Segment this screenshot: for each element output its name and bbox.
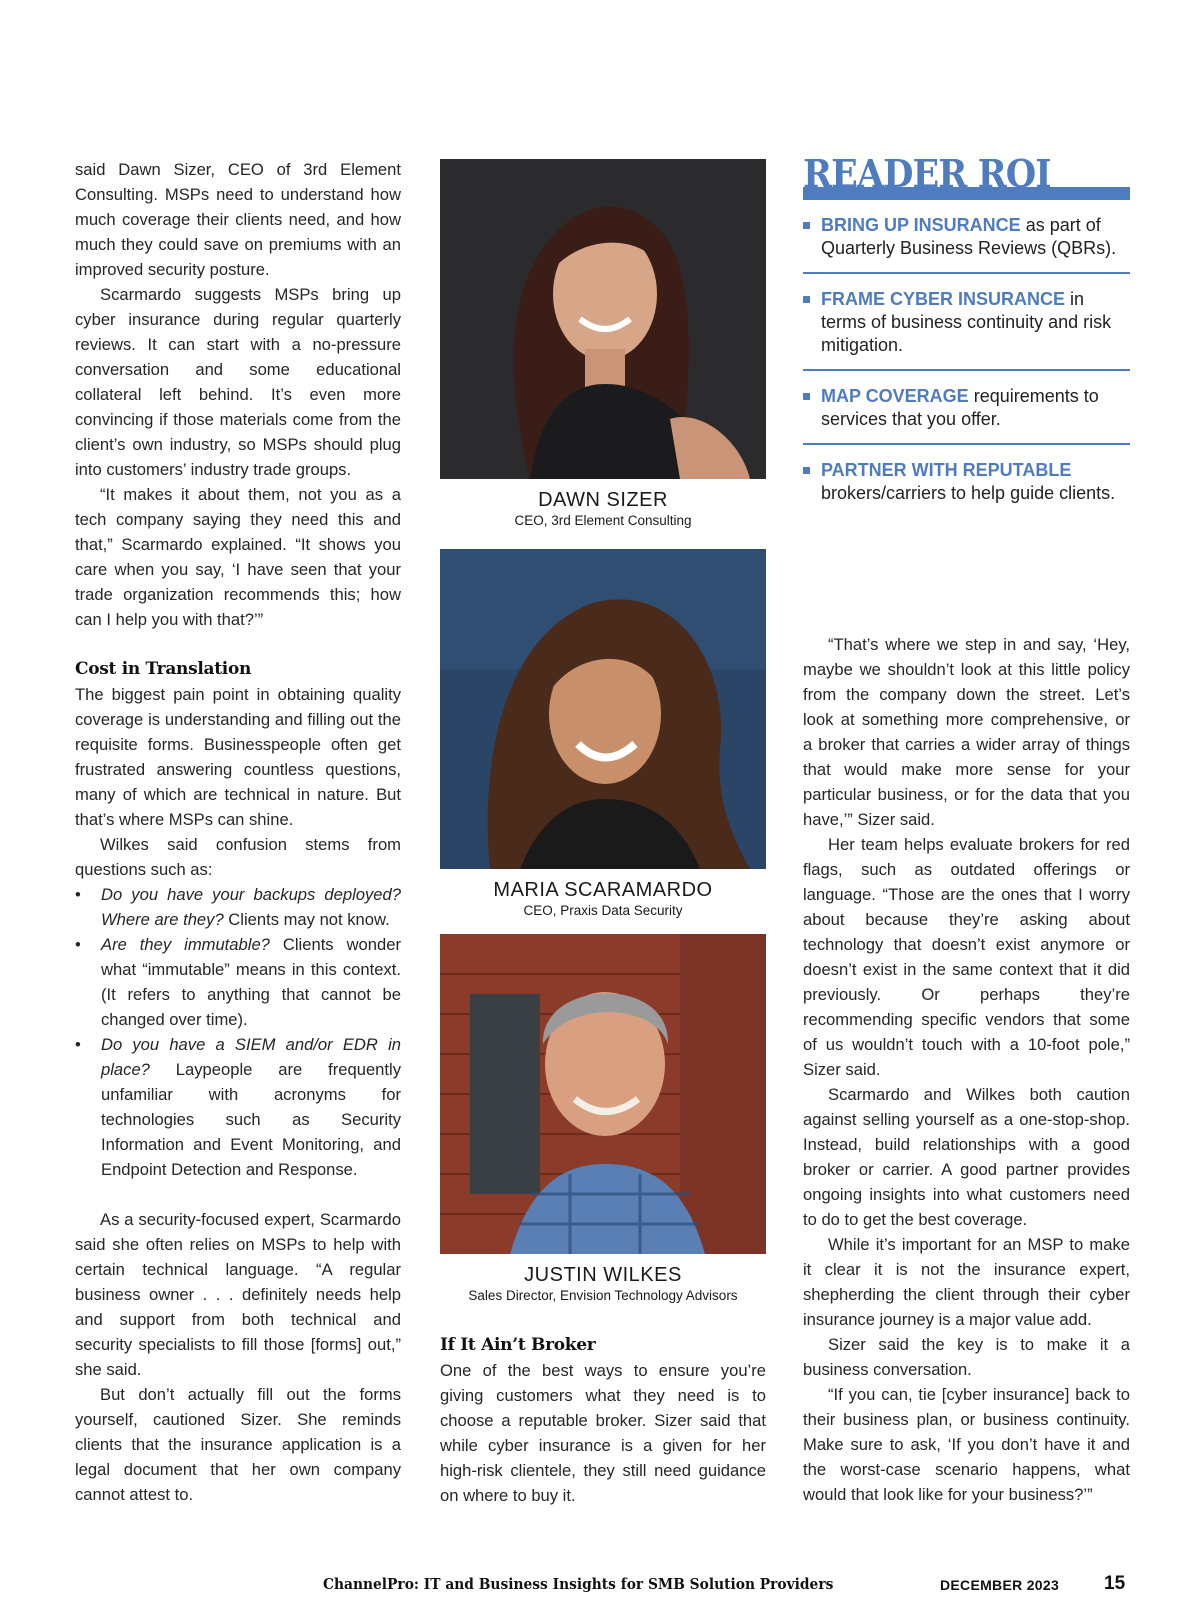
caption-title: CEO, Praxis Data Security [523,903,683,918]
body-paragraph: The biggest pain point in obtaining quality coverage is understanding and filling out the requisite forms. Businesspeople often get frustrated answering countless questions, many of which are technical in nature. But that’s where MSPs can shine. [75,685,401,829]
body-paragraph: “If you can, tie [cyber insurance] back to their business plan, or business continuity. Make sure to ask, ‘If you don’t have it and the worst-case scenario happens, what would that look like for your business?’” [803,1385,1130,1504]
caption-dawn-sizer [420,488,786,530]
caption-justin-wilkes [420,1263,786,1305]
page-number: 15 [1104,1573,1126,1594]
body-paragraph: Scarmardo suggests MSPs bring up cyber insurance during regular quarterly reviews. It can start with a no-pressure conversation and some educational collateral left behind. It’s even more convincing if those materials come from the client’s own industry, so MSPs should plug into customers’ industry trade groups. [75,285,401,479]
body-paragraph: One of the best ways to ensure you’re giving customers what they need is to choose a reputable broker. Sizer said that while cyber insurance is a given for her high-risk clientele, they still need guidance on where to buy it. [440,1361,766,1505]
roi-item-lead: BRING UP INSURANCE [821,215,1021,235]
roi-item-text: brokers/carriers to help guide clients. [821,483,1116,503]
issue-date: DECEMBER 2023 [940,1577,1060,1593]
caption-maria-scaramardo [420,878,786,920]
question-text: Are they immutable? [101,935,270,954]
body-paragraph: said Dawn Sizer, CEO of 3rd Element Consulting. MSPs need to understand how much coverage their clients need, and how much they could save on premiums with an improved security posture. [75,160,401,279]
body-paragraph: But don’t actually fill out the forms yourself, cautioned Sizer. She reminds clients that the insurance application is a legal document that her own company cannot attest to. [75,1385,401,1504]
photo-justin-wilkes [440,934,766,1254]
body-paragraph: Wilkes said confusion stems from questions such as: [75,835,401,879]
roi-item [803,214,1130,274]
body-paragraph: Sizer said the key is to make it a business conversation. [803,1335,1130,1379]
roi-item [803,385,1130,445]
left-column [75,157,401,1507]
question-note: Clients may not know. [223,910,390,929]
body-paragraph: While it’s important for an MSP to make it clear it is not the insurance expert, shepherding the client through their cyber insurance journey is a major value add. [803,1235,1130,1329]
question-note: Clients wonder what “immutable” means in this context. (It refers to anything that cannot be changed over time). [101,935,401,1029]
right-column [803,632,1130,1507]
caption-name: JUSTIN WILKES [524,1264,682,1286]
sidebar-title: READER ROI [803,151,1051,196]
list-item [75,932,401,1032]
caption-name: MARIA SCARAMARDO [493,879,713,901]
photo-maria-scaramardo [440,549,766,869]
caption-title: CEO, 3rd Element Consulting [514,513,692,528]
roi-item [803,288,1130,371]
section-subhead: Cost in Translation [75,659,252,679]
caption-name: DAWN SIZER [538,489,668,511]
body-paragraph: As a security-focused expert, Scarmardo said she often relies on MSPs to help with certain technical language. “A regular business owner . . . definitely needs help and support from both technical and security specialists to fill those [forms] out,” she said. [75,1210,401,1379]
question-text: Do you have a SIEM and/or EDR in place? [101,1035,401,1079]
section-subhead: If It Ain’t Broker [440,1335,596,1355]
roi-item-text: in terms of business continuity and risk mitigation. [821,289,1112,355]
page-footer [0,1575,1200,1605]
question-text: Do you have your backups deployed? Where are they? [101,885,401,929]
body-paragraph: Scarmardo and Wilkes both caution against selling yourself as a one-stop-shop. Instead, build relationships with a good broker or carrier. A good partner provides ongoing insights into what customers need to do to get the best coverage. [803,1085,1130,1229]
reader-roi-sidebar [803,151,1130,517]
question-note: Laypeople are frequently unfamiliar with acronyms for technologies such as Security Information and Event Monitoring, and Endpoint Detection and Response. [101,1060,401,1179]
body-paragraph: “That’s where we step in and say, ‘Hey, maybe we shouldn’t look at this little policy from the company down the street. Let’s look at something more comprehensive, or a broker that carries a wider array of things that would make more sense for your particular business, or for the data that you have,’” Sizer said. [803,635,1130,829]
photo-dawn-sizer [440,159,766,479]
question-list [75,882,401,1182]
publication-name: ChannelPro: IT and Business Insights for SMB Solution Providers [323,1575,834,1593]
body-paragraph: “It makes it about them, not you as a tech company saying they need this and that,” Scarmardo explained. “It shows you care when you say, ‘I have seen that your trade organization recommends this; how can I help you with that?’” [75,485,401,629]
roi-item-text: as part of Quarterly Business Reviews (QBRs). [821,215,1117,258]
list-item [75,882,401,932]
caption-title: Sales Director, Envision Technology Advisors [468,1288,738,1303]
roi-item-lead: MAP COVERAGE [821,386,969,406]
roi-item-lead: FRAME CYBER INSURANCE [821,289,1066,309]
roi-item-lead: PARTNER WITH REPUTABLE [821,460,1072,480]
body-paragraph: Her team helps evaluate brokers for red flags, such as outdated offerings or language. “Those are the ones that I worry about because they’re asking about technology that doesn’t exist anymore or doesn’t exist in the same context that it did previously. Or perhaps they’re recommending specific vendors that some of us wouldn’t touch with a 10-foot pole,” Sizer said. [803,835,1130,1079]
roi-item-text: requirements to services that you offer. [821,386,1099,429]
middle-column [440,1333,766,1508]
roi-item [803,459,1130,517]
list-item [75,1032,401,1182]
